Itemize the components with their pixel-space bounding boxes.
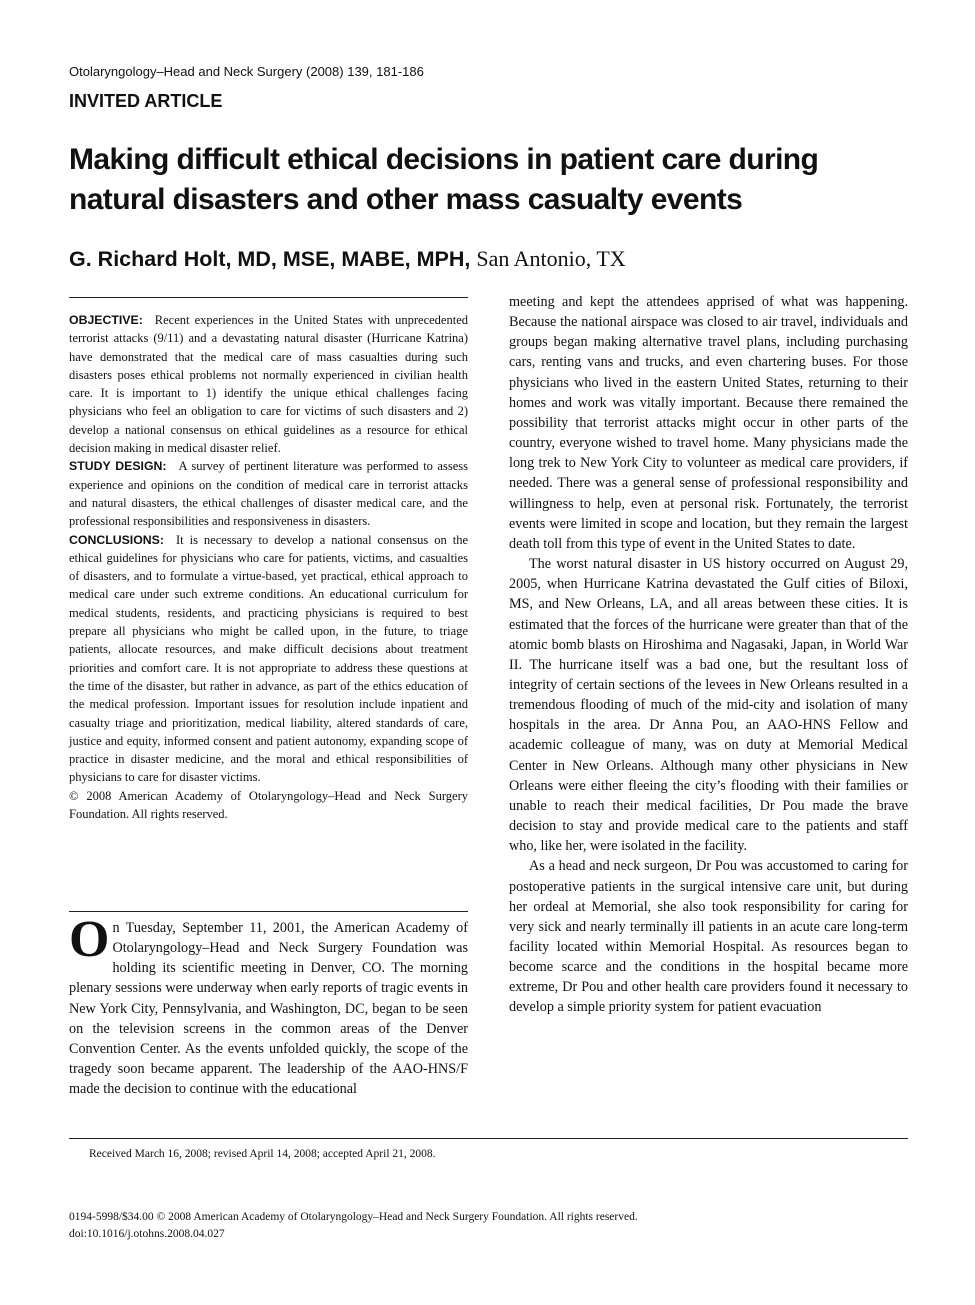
conclusions-label: CONCLUSIONS: [69,532,164,547]
abstract-conclusions [69,531,468,787]
article-title: Making difficult ethical decisions in patient care during natural disasters and other mass casualty events [69,143,819,216]
body-paragraph: The worst natural disaster in US history occurred on August 29, 2005, when Hurricane Katrina devastated the Gulf cities of Biloxi, MS, and New Orleans, LA, and all areas between these cities. It is estimated that the forces of the hurricane were greater than that of the atomic bomb blasts on Hiroshima and Nagasaki, Japan, in World War II. The hurricane itself was a bad one, but the resultant loss of integrity of certain sections of the levees in New Orleans resulted in a tremendous flooding of much of the mid-city and isolation of many hospitals in the area. Dr Anna Pou, an AAO-HNS Fellow and academic colleague of many, was on duty at Memorial Medical Center in New Orleans. Although many other physicians in New Orleans were either fleeing the city’s flooding with their families or unable to reach their medical facilities, Dr Pou made the brave decision to stay and provide medical care to the patients and staff who, like her, were isolated in the facility. [509,556,908,855]
objective-label: OBJECTIVE: [69,313,143,327]
journal-citation: Otolaryngology–Head and Neck Surgery (2008) 139, 181-186 [69,64,424,79]
body-paragraph: meeting and kept the attendees apprised of what was happening. Because the national airspace was closed to air travel, individuals and groups began making alternative travel plans, including purchasing cars, renting vans and trucks, and even chartering buses. For those physicians who lived in the eastern United States, returning to their homes and work was vitally important. Because there remained the possibility that terrorist attacks might occur in other parts of the country, everyone wished to travel home. Many physicians made the long trek to New York City to volunteer as medical care providers, if needed. There was a general sense of professional responsibility and willingness to help, even at personal risk. Fortunately, the terrorist events were limited in scope and location, but they remain the largest death toll from this type of event in the United States to date. [509,294,908,552]
article-type: INVITED ARTICLE [69,91,223,111]
abstract-study-design [69,457,468,530]
abstract-objective [69,311,468,457]
intro-text: n Tuesday, September 11, 2001, the American Academy of Otolaryngology–Head and Neck Surgery Foundation was holding its scientific meeting in Denver, CO. The morning plenary sessions were underway when early reports of tragic events in New York City, Pennsylvania, and Washington, DC, began to be seen on the television screens in the common areas of the Denver Convention Center. As the events unfolded quickly, the scope of the tragedy soon became apparent. The leadership of the AAO-HNS/F made the decision to continue with the educational [69,920,468,1098]
author-location: San Antonio, TX [476,246,626,271]
received-dates [69,1145,468,1163]
abstract-top-rule [69,297,468,298]
abstract [69,311,468,823]
footnote-rule [69,1138,908,1139]
doi: doi:10.1016/j.otohns.2008.04.027 [69,1228,225,1240]
right-column [509,292,908,1018]
abstract-copyright: © 2008 American Academy of Otolaryngology–Head and Neck Surgery Foundation. All rights reserved. [69,788,468,822]
issn-copyright: 0194-5998/$34.00 © 2008 American Academy of Otolaryngology–Head and Neck Surgery Foundation. All rights reserved. [69,1211,638,1223]
abstract-bottom-rule [69,911,468,912]
study-design-text: A survey of pertinent literature was performed to assess experience and opinions on the condition of medical care in terrorist attacks and natural disasters, the ethical challenges of disaster medical care, and the professional responsibilities and responsiveness in disasters. [69,459,468,529]
objective-text: Recent experiences in the United States with unprecedented terrorist attacks (9/11) and a devastating natural disaster (Hurricane Katrina) have demonstrated that the medical care of mass casualties during such disasters poses ethical problems not normally experienced in civilian health care. It is important to 1) identify the unique ethical challenges facing physicians who feel an obligation to care for victims of such disasters and 2) develop a national consensus on ethical guidelines as a resource for ethical decision making in medical disaster relief. [69,313,468,456]
study-design-label: STUDY DESIGN: [69,459,167,474]
received-text: Received March 16, 2008; revised April 14, 2008; accepted April 21, 2008. [89,1148,436,1160]
page-footer [69,1209,638,1243]
author-names: G. Richard Holt, MD, MSE, MABE, MPH, [69,247,471,271]
body-intro-paragraph [69,911,468,1099]
drop-cap: O [69,911,110,968]
body-paragraph: As a head and neck surgeon, Dr Pou was accustomed to caring for postoperative patients in the surgical intensive care unit, but during her ordeal at Memorial, she also took responsibility for caring for very sick and nearly terminally ill patients in an acute care long-term facility located within Memorial Hospital. As resources began to become scarce and the conditions in the hospital became more extreme, Dr Pou and other health care providers found it necessary to develop a simple priority system for patient evacuation [509,858,908,1016]
conclusions-text: It is necessary to develop a national consensus on the ethical guidelines for physicians who care for patients, victims, and casualties of disasters, and to formulate a virtue-based, yet practical, ethical approach to medical care under such extreme conditions. An educational curriculum for medical students, residents, and practicing physicians is required to best prepare all physicians who might be called upon, in the future, to triage patients, allocate resources, and make difficult decisions about treatment priorities and comfort care. It is not appropriate to address these questions at the time of the disaster, but rather in advance, as part of the ethics education of the medical profession. Important issues for resolution include inpatient and casualty triage and prioritization, medical liability, altered standards of care, justice and equity, informed consent and patient autonomy, expanding scope of practice in disaster medicine, and the moral and ethical responsibilities of physicians to care for disaster victims. [69,532,468,785]
byline [69,246,626,272]
